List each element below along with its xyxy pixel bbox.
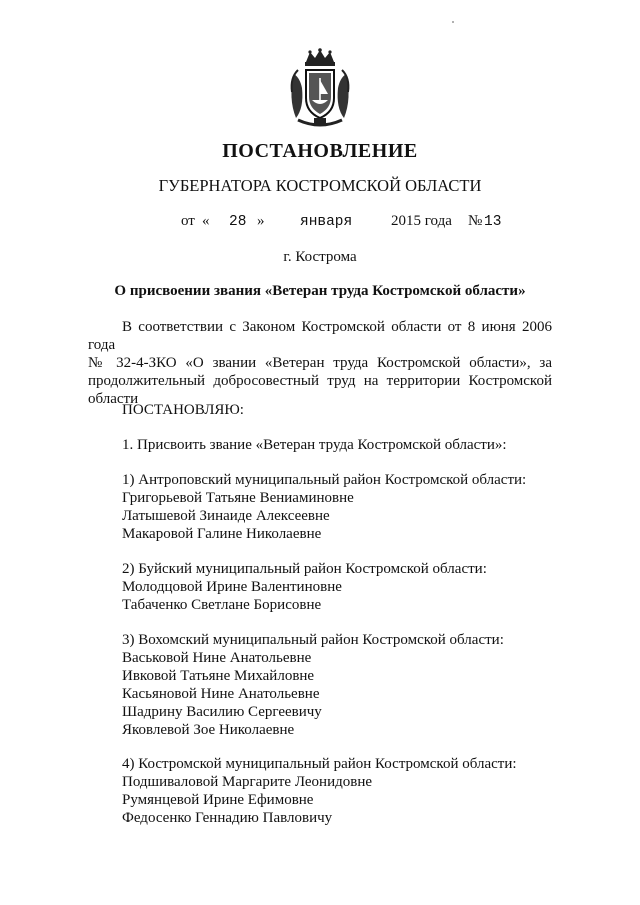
document-heading: О присвоении звания «Ветеран труда Костромской области» bbox=[114, 283, 526, 299]
preamble-line: продолжительный добросовестный труд на территории Костромской bbox=[88, 373, 552, 389]
date-month: января bbox=[300, 214, 353, 230]
person-name: Румянцевой Ирине Ефимовне bbox=[122, 792, 314, 808]
preamble-line: области bbox=[88, 391, 139, 407]
person-name: Григорьевой Татьяне Вениаминовне bbox=[122, 490, 354, 506]
scan-speck bbox=[452, 21, 454, 23]
person-name: Касьяновой Нине Анатольевне bbox=[122, 686, 320, 702]
district-title: 2) Буйский муниципальный район Костромской области: bbox=[122, 561, 487, 577]
date-day: 28 bbox=[229, 214, 247, 230]
resolve-word: ПОСТАНОВЛЯЮ: bbox=[122, 402, 244, 418]
person-name: Яковлевой Зое Николаевне bbox=[122, 722, 295, 738]
issuer-subtitle: ГУБЕРНАТОРА КОСТРОМСКОЙ ОБЛАСТИ bbox=[158, 176, 482, 195]
person-name: Табаченко Светлане Борисовне bbox=[122, 597, 322, 613]
person-name: Васьковой Нине Анатольевне bbox=[122, 650, 312, 666]
person-name: Федосенко Геннадию Павловичу bbox=[122, 810, 333, 826]
kostroma-coat-of-arms-icon bbox=[284, 48, 356, 130]
preamble bbox=[88, 318, 552, 408]
date-line bbox=[0, 213, 640, 235]
date-open-quote: « bbox=[202, 213, 210, 229]
document-title: ПОСТАНОВЛЕНИЕ bbox=[222, 140, 418, 162]
person-name: Молодцовой Ирине Валентиновне bbox=[122, 579, 342, 595]
person-name: Латышевой Зинаиде Алексеевне bbox=[122, 508, 330, 524]
document-number: 13 bbox=[484, 214, 502, 230]
district-title: 1) Антроповский муниципальный район Костромской области: bbox=[122, 472, 527, 488]
person-name: Шадрину Василию Сергеевичу bbox=[122, 704, 322, 720]
person-name: Ивковой Татьяне Михайловне bbox=[122, 668, 315, 684]
district-title: 4) Костромской муниципальный район Костромской области: bbox=[122, 756, 517, 772]
preamble-line: № 32-4-ЗКО «О звании «Ветеран труда Костромской области», за bbox=[88, 355, 552, 371]
issue-city: г. Кострома bbox=[283, 249, 357, 265]
clause-1: 1. Присвоить звание «Ветеран труда Костромской области»: bbox=[122, 437, 507, 453]
district-title: 3) Вохомский муниципальный район Костромской области: bbox=[122, 632, 504, 648]
preamble-line: В соответствии с Законом Костромской области от 8 июня 2006 года bbox=[88, 319, 552, 353]
person-name: Макаровой Галине Николаевне bbox=[122, 526, 322, 542]
number-label: № bbox=[468, 213, 483, 229]
date-prefix: от bbox=[181, 213, 195, 229]
person-name: Подшиваловой Маргарите Леонидовне bbox=[122, 774, 373, 790]
date-year: 2015 года bbox=[391, 213, 452, 229]
date-close-quote: » bbox=[257, 213, 265, 229]
